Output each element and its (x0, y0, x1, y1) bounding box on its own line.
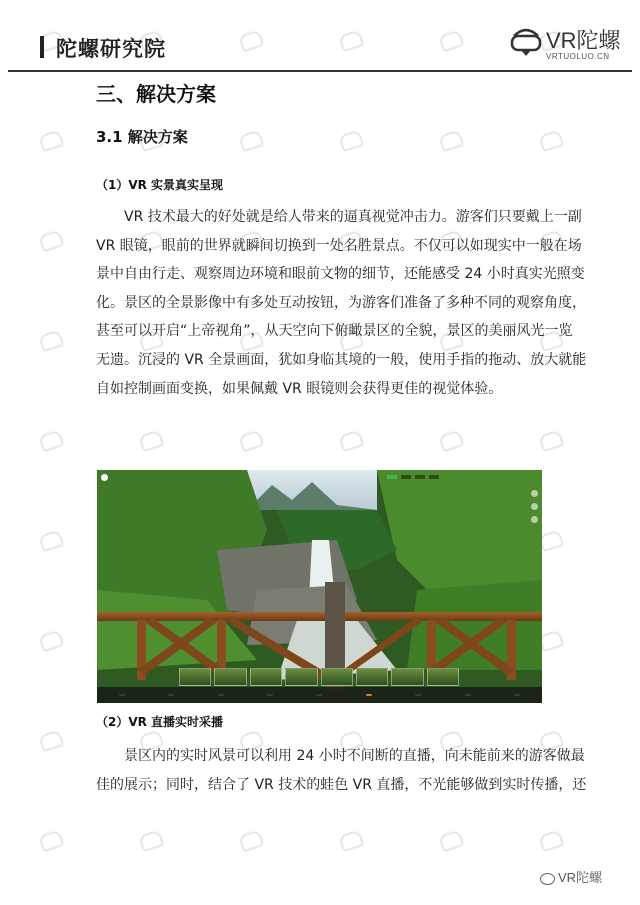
scene-thumbnail[interactable] (285, 668, 317, 686)
watermark-logo-icon (338, 129, 364, 152)
paragraph-line: 甚至可以开启“上帝视角”，从天空向下俯瞰景区的全貌，景区的美丽风光一览 (96, 323, 573, 340)
vr-toolbar-button[interactable] (514, 694, 520, 696)
paragraph-line: 景中自由行走、观察周边环境和眼前文物的细节，还能感受 24 小时真实光照变 (96, 266, 585, 283)
watermark-logo-icon (338, 429, 364, 452)
watermark-logo-icon (38, 529, 64, 552)
footer-text: VR陀螺 (558, 870, 603, 885)
logo-text: VR陀螺 (546, 28, 621, 53)
watermark-logo-icon (538, 429, 564, 452)
point-1-title: （1）VR 实景真实呈现 (96, 178, 224, 192)
point-2-title: （2）VR 直播实时采播 (96, 715, 224, 729)
scene-thumbnail[interactable] (321, 668, 353, 686)
watermark (338, 427, 368, 454)
watermark-logo-icon (38, 129, 64, 152)
scene-thumbnail[interactable] (214, 668, 246, 686)
watermark-logo-icon (538, 529, 564, 552)
watermark-logo-icon (538, 629, 564, 652)
footer-wechat-mark (540, 867, 602, 886)
vr-top-tab[interactable] (429, 475, 439, 479)
watermark (338, 127, 368, 154)
watermark-logo-icon (538, 829, 564, 852)
header-title: 陀螺研究院 (56, 37, 166, 61)
watermark (38, 627, 68, 654)
vr-tuoluo-logo (510, 22, 630, 68)
watermark (38, 227, 68, 254)
logo-subtext: VRTUOLUO.CN (546, 52, 610, 61)
vr-toolbar-button[interactable] (316, 694, 322, 696)
watermark (38, 327, 68, 354)
watermark-logo-icon (38, 629, 64, 652)
vr-side-button-icon[interactable] (531, 503, 538, 510)
wechat-icon (540, 873, 555, 885)
paragraph-line: 佳的展示；同时，结合了 VR 技术的蛙色 VR 直播，不光能够做到实时传播，还 (96, 776, 587, 793)
scene-thumbnail[interactable] (391, 668, 423, 686)
subsection-title: 3.1 解决方案 (96, 128, 188, 146)
watermark-logo-icon (238, 129, 264, 152)
watermark (238, 127, 268, 154)
watermark (38, 727, 68, 754)
paragraph-line: VR 技术最大的好处就是给人带来的逼真视觉冲击力。游客们只要戴上一副 (96, 209, 582, 225)
watermark-logo-icon (38, 229, 64, 252)
watermark-logo-icon (138, 829, 164, 852)
paragraph-line: 景区内的实时风景可以利用 24 小时不间断的直播，向未能前来的游客做最 (96, 748, 585, 764)
watermark (238, 427, 268, 454)
watermark (438, 127, 468, 154)
watermark (38, 527, 68, 554)
watermark-logo-icon (38, 329, 64, 352)
vr-toolbar-button[interactable] (168, 694, 174, 696)
paragraph-line: 自如控制画面变换，如果佩戴 VR 眼镜则会获得更佳的视觉体验。 (96, 380, 503, 397)
vr-toolbar-button[interactable] (415, 694, 421, 696)
watermark-logo-icon (238, 429, 264, 452)
logo-goggles-icon (510, 24, 542, 58)
watermark-logo-icon (38, 729, 64, 752)
header-divider (8, 70, 632, 72)
vr-toolbar-button[interactable] (267, 694, 273, 696)
paragraph-line: VR 眼镜，眼前的世界就瞬间切换到一处名胜景点。不仅可以如现实中一般在场 (96, 237, 582, 254)
vr-toolbar-button[interactable] (218, 694, 224, 696)
vr-top-tab[interactable] (387, 475, 397, 479)
watermark (538, 827, 568, 854)
user-avatar-icon (101, 474, 108, 481)
page-header (0, 0, 640, 72)
watermark-logo-icon (438, 829, 464, 852)
watermark (238, 827, 268, 854)
section-title: 三、解决方案 (96, 82, 216, 106)
scene-thumbnail[interactable] (250, 668, 282, 686)
vr-top-menu (387, 475, 439, 479)
watermark (338, 827, 368, 854)
paragraph-line: 无遗。沉浸的 VR 全景画面，犹如身临其境的一般，使用手指的拖动、放大就能 (96, 351, 587, 368)
watermark (538, 627, 568, 654)
point-1-paragraph (96, 203, 587, 403)
watermark-logo-icon (238, 829, 264, 852)
scene-thumbnail[interactable] (356, 668, 388, 686)
watermark-logo-icon (338, 829, 364, 852)
watermark-logo-icon (538, 129, 564, 152)
vr-toolbar-button[interactable] (119, 694, 125, 696)
header-accent-bar (40, 36, 44, 58)
watermark (38, 427, 68, 454)
vr-panorama-image (97, 470, 542, 703)
paragraph-line: 化。景区的全景影像中有多处互动按钮，为游客们准备了多种不同的观察角度， (96, 294, 586, 311)
watermark-logo-icon (138, 429, 164, 452)
watermark (538, 127, 568, 154)
watermark (538, 427, 568, 454)
vr-top-tab[interactable] (401, 475, 411, 479)
vr-side-controls (531, 490, 538, 523)
watermark-logo-icon (438, 429, 464, 452)
vr-toolbar-button-active[interactable] (366, 694, 372, 696)
vr-bottom-toolbar (97, 687, 542, 703)
watermark (438, 827, 468, 854)
vr-side-button-icon[interactable] (531, 516, 538, 523)
vr-toolbar-button[interactable] (465, 694, 471, 696)
watermark-logo-icon (438, 129, 464, 152)
watermark (538, 527, 568, 554)
scene-thumbnail[interactable] (427, 668, 459, 686)
watermark-logo-icon (38, 829, 64, 852)
watermark-logo-icon (38, 429, 64, 452)
watermark (138, 427, 168, 454)
vr-scene-thumbnails (179, 668, 459, 686)
vr-side-button-icon[interactable] (531, 490, 538, 497)
watermark (38, 127, 68, 154)
watermark (38, 827, 68, 854)
scene-thumbnail[interactable] (179, 668, 211, 686)
vr-top-tab[interactable] (415, 475, 425, 479)
vr-user-info[interactable] (101, 474, 108, 481)
watermark (138, 827, 168, 854)
watermark (438, 427, 468, 454)
point-2-paragraph (96, 742, 587, 799)
